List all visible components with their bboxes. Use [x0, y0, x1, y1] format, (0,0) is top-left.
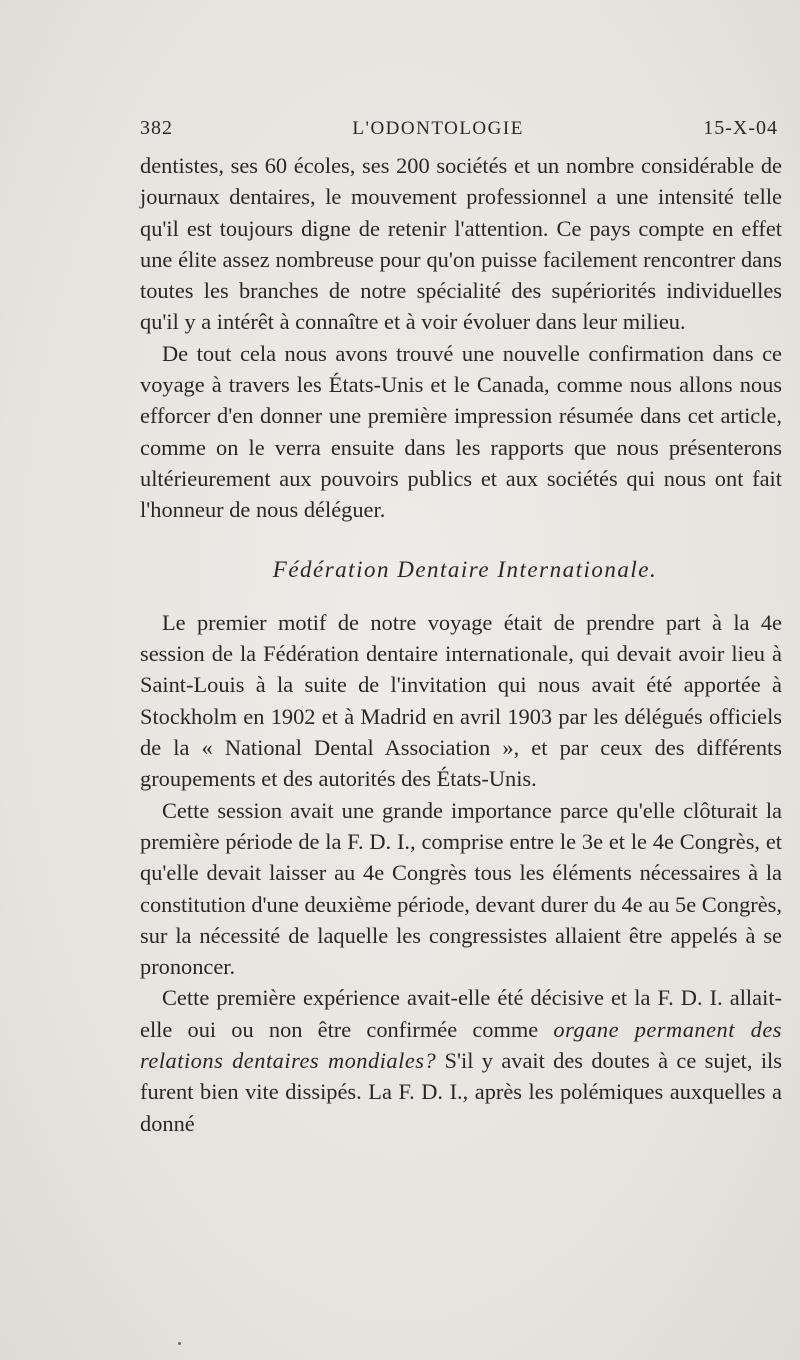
- journal-title: L'ODONTOLOGIE: [352, 118, 524, 139]
- paragraph-4: Cette session avait une grande importance parce qu'elle clôturait la première période de la F. D. I., comprise entre le 3e et le 4e Congrès, et qu'elle devait laisser au 4e Congrès tous les éléments nécessaires à la constitution d'une deuxième période, devant durer du 4e au 5e Congrès, sur la nécessité de laquelle les congressistes allaient être appelés à se prononcer.: [140, 797, 782, 980]
- article-body: [140, 150, 782, 1139]
- paragraph-3: Le premier motif de notre voyage était de prendre part à la 4e session de la Fédération dentaire internationale, qui devait avoir lieu à Saint-Louis à la suite de l'invitation qui nous avait été apportée à Stockholm en 1902 et à Madrid en avril 1903 par les délégués officiels de la « National Dental Association », et par ceux des différents groupements et des autorités des États-Unis.: [140, 609, 782, 792]
- section-heading: Fédération Dentaire Internationale.: [272, 556, 658, 582]
- page-number: 382: [140, 117, 173, 139]
- issue-date: 15-X-04: [703, 117, 778, 139]
- paragraph-1: dentistes, ses 60 écoles, ses 200 sociétés et un nombre considérable de journaux dentaires, le mouvement professionnel a une intensité telle qu'il est toujours digne de retenir l'attention. Ce pays compte en effet une élite assez nombreuse pour qu'on puisse facilement rencontrer dans toutes les branches de notre spécialité des supériorités individuelles qu'il y a intérêt à connaître et à voir évoluer dans leur milieu.: [140, 153, 782, 335]
- print-speck: [178, 1342, 181, 1345]
- paragraph-5: [140, 982, 782, 1138]
- paragraph-5-end: S'il y avait des doutes à ce sujet, ils furent bien vite dissipés. La F. D. I., après les polémiques auxquelles a donné: [140, 1048, 782, 1136]
- paragraph-5-start: Cette première expérience avait-elle été décisive et la F. D. I. allait-elle oui ou non être confirmée comme: [140, 985, 782, 1042]
- paragraph-5-emphasis: organe permanent des relations dentaires mondiales?: [140, 1016, 783, 1074]
- paragraph-2: De tout cela nous avons trouvé une nouvelle confirmation dans ce voyage à travers les États-Unis et le Canada, comme nous allons nous efforcer d'en donner une première impression résumée dans cet article, comme on le verra ensuite dans les rapports que nous présenterons ultérieurement aux pouvoirs publics et aux sociétés qui nous ont fait l'honneur de nous déléguer.: [140, 340, 782, 523]
- running-header: [140, 117, 778, 147]
